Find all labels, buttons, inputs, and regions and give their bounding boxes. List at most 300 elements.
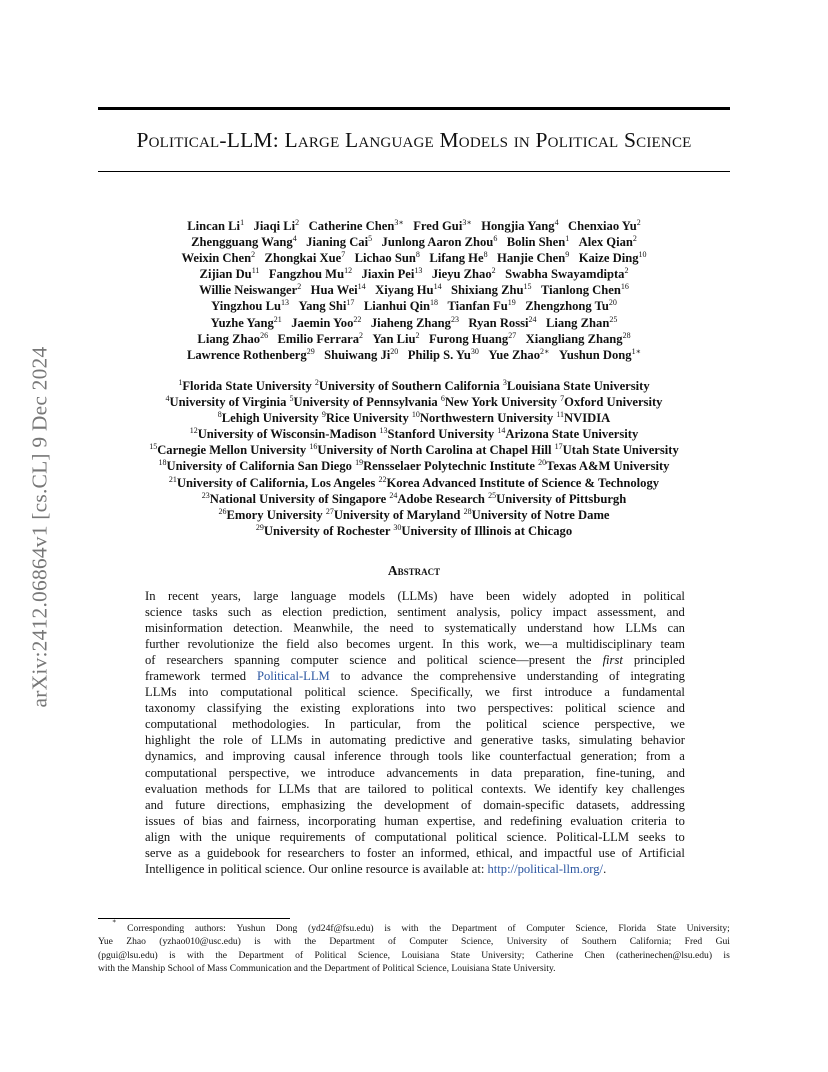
title-top-rule [98, 107, 730, 110]
abstract-word: adopted [569, 589, 609, 603]
abstract-word: into [425, 701, 446, 716]
affiliation [389, 492, 485, 506]
author-affiliation-mark: 2 [251, 250, 256, 259]
affiliation-name: University of Pennsylvania [293, 395, 438, 410]
affiliation [355, 459, 535, 473]
footnote-word: the [117, 962, 132, 974]
author-affiliation-mark: 4 [292, 233, 297, 243]
author-affiliation-mark: 2 [624, 266, 629, 276]
abstract-word: science [618, 701, 656, 716]
affiliation-name: NVIDIA [564, 411, 611, 426]
abstract-word: computational [220, 685, 293, 700]
abstract-word: resource [365, 861, 409, 876]
author-affiliation-mark: 2 [359, 330, 364, 340]
affiliation [488, 492, 626, 506]
author-name: Hanjie Chen [497, 251, 566, 266]
footnote-word: University; [481, 949, 525, 961]
affiliation [503, 379, 650, 393]
footnote-word: of [295, 949, 304, 961]
abstract-word: and [666, 701, 685, 716]
author [432, 267, 496, 281]
author-name: Ryan Rossi [468, 315, 529, 330]
abstract-word: Specifically, [410, 685, 473, 700]
abstract-word: criteria [631, 813, 667, 828]
abstract-word: predictive [394, 733, 446, 748]
affiliation-number: 17 [554, 442, 563, 452]
affiliation-name: Stanford University [387, 427, 495, 442]
author-name: Lincan Li [187, 219, 241, 233]
author [568, 219, 641, 233]
abstract-word: the [356, 797, 373, 812]
footnote-word: Science, [575, 923, 608, 934]
footnote-word: Louisiana [401, 949, 440, 961]
abstract-word: science—present [479, 653, 566, 668]
abstract-word: this [460, 637, 480, 652]
abstract-line [145, 732, 685, 748]
affiliation-name: University of Maryland [333, 507, 461, 522]
abstract-word: In [442, 637, 453, 652]
author-affiliation-mark: 20 [390, 346, 399, 356]
author-affiliation-mark: 2 [632, 233, 637, 243]
affiliation-number: 27 [325, 506, 334, 516]
abstract-word: and [483, 813, 502, 828]
author [451, 283, 531, 297]
author [306, 235, 372, 249]
abstract-word: election [282, 605, 323, 620]
affiliation-number: 28 [463, 506, 472, 516]
author-name: Zijian Du [199, 267, 252, 282]
abstract-word: counterfactual [499, 749, 572, 764]
affiliation-name: University of Pittsburgh [496, 491, 627, 506]
author-affiliation-mark: 11 [251, 266, 260, 276]
author-name: Tianfan Fu [447, 299, 508, 314]
author-name: Willie Neiswanger [199, 283, 298, 298]
author [298, 299, 354, 313]
abstract-word: such [228, 605, 252, 620]
affiliation-number: 1 [178, 377, 183, 387]
footnote-word: University; [686, 923, 730, 934]
abstract-line [145, 588, 685, 604]
abstract-word: issues [145, 813, 176, 828]
affiliation [393, 524, 572, 538]
author [187, 348, 315, 362]
abstract-word: evaluation [570, 813, 623, 828]
abstract-word: through [390, 749, 430, 764]
abstract-word: In [324, 717, 336, 732]
affiliation-number: 4 [165, 393, 170, 403]
abstract-word: understand [527, 621, 583, 636]
footnote-word: (yd24f@fsu.edu) [308, 923, 374, 934]
footnote-word: California; [629, 936, 672, 948]
author-line [98, 266, 730, 282]
author-affiliation-mark: 20 [608, 298, 617, 308]
author-name: Zhengguang Wang [191, 235, 293, 250]
author [375, 283, 441, 297]
affiliation-line [98, 507, 730, 523]
footnote-word: Corresponding [127, 923, 185, 934]
abstract-word: the [576, 653, 592, 668]
abstract-word: principled [633, 653, 685, 668]
abstract-word: the [455, 717, 472, 732]
abstract-word: for [255, 781, 271, 796]
footnote-word: Mass [207, 962, 230, 974]
abstract-word: also [317, 637, 338, 652]
affiliation-number: 15 [149, 442, 158, 452]
abstract-word: inference [334, 749, 382, 764]
abstract-word: development [384, 797, 450, 812]
abstract-word: political [643, 589, 685, 603]
abstract-word: incorporating [308, 813, 376, 828]
affiliation-name: New York University [444, 395, 557, 410]
affiliation-name: University of California San Diego [166, 459, 352, 474]
abstract-word: Meanwhile, [293, 621, 354, 636]
author-affiliation-mark: 15 [523, 282, 532, 292]
affiliation-number: 22 [378, 474, 387, 484]
abstract-word: role [223, 733, 243, 748]
abstract-word: generation; [580, 749, 637, 764]
abstract-word: science [349, 653, 387, 668]
abstract-word: informed, [420, 845, 470, 860]
affiliation-number: 5 [289, 393, 294, 403]
footnote-word: Political [382, 962, 417, 974]
author-list [98, 218, 730, 363]
author-affiliation-mark: 7 [341, 250, 346, 259]
author-affiliation-mark: 8 [415, 250, 420, 259]
author [408, 348, 479, 362]
author [371, 316, 459, 330]
author [199, 283, 301, 297]
affiliation [190, 427, 377, 441]
abstract-word: recent [167, 589, 199, 603]
abstract-word: political [426, 653, 468, 668]
affiliation-name: University of Virginia [169, 395, 287, 410]
affiliation-name: Utah State University [562, 443, 679, 458]
abstract-word: the [413, 669, 429, 684]
abstract-word: bias [202, 813, 223, 828]
abstract-word: and [453, 733, 473, 748]
abstract-word: Our [308, 861, 328, 876]
affiliation [256, 524, 390, 538]
author [497, 251, 569, 265]
affiliation [309, 443, 551, 457]
abstract-word: political [431, 781, 474, 796]
affiliation-name: University of Wisconsin-Madison [197, 427, 377, 442]
abstract-word: use [598, 845, 616, 860]
abstract-word: in [207, 861, 218, 876]
abstract-word: explorations [351, 701, 415, 716]
footnote-marker: ∗ [112, 918, 117, 925]
author-name: Xiangliang Zhang [525, 331, 623, 346]
affiliation-name: Korea Advanced Institute of Science & Technology [386, 475, 660, 490]
footnote-word: and [293, 962, 311, 974]
abstract-word: expertise, [426, 813, 476, 828]
author-name: Jaemin Yoo [291, 315, 354, 330]
abstract-word: impactful [543, 845, 593, 860]
abstract-word: seeks [638, 829, 666, 844]
abstract-word: at: [471, 861, 485, 876]
author-affiliation-mark: 16 [620, 282, 629, 292]
footnote-word: the [304, 936, 317, 948]
abstract-word: computer [290, 653, 339, 668]
abstract-word: need [389, 621, 414, 636]
affiliation-line [98, 426, 730, 442]
author [429, 251, 487, 265]
abstract-word: further [145, 637, 180, 652]
author [181, 251, 255, 265]
affiliation [555, 443, 679, 457]
abstract-heading: Abstract [387, 563, 441, 578]
footnote-word: School [167, 962, 197, 974]
abstract-word: prediction, [332, 605, 387, 620]
affiliation-line [98, 394, 730, 410]
footnote-word: Department [451, 923, 497, 934]
footnote-word: Louisiana [451, 962, 492, 974]
author [546, 316, 617, 330]
footnote-word: Computer [526, 923, 565, 934]
abstract-word: Political-LLM [556, 829, 630, 844]
abstract-word: widely [522, 589, 557, 603]
footnote-word: Zhao [126, 936, 146, 948]
affiliation-name: Adobe Research [397, 491, 485, 506]
author-affiliation-mark: 22 [353, 314, 362, 324]
abstract-word: and [519, 845, 538, 860]
author [324, 348, 398, 362]
footnote-word: Yushun [236, 923, 266, 934]
author-name: Jieyu Zhao [431, 267, 492, 282]
abstract-word: contexts. [481, 781, 527, 796]
affiliation-number: 9 [321, 410, 326, 419]
abstract-word: data [491, 765, 513, 780]
author [481, 219, 558, 233]
abstract-word: that [317, 781, 337, 796]
affiliation [218, 508, 322, 522]
abstract-word: are [344, 781, 361, 796]
affiliation-number: 19 [355, 458, 364, 468]
affiliation-name: Northwestern University [419, 411, 554, 426]
affiliation [169, 476, 375, 490]
abstract-word: fine-tuning, [595, 765, 656, 780]
author-name: Tianlong Chen [540, 283, 621, 298]
abstract-word: for [266, 845, 282, 860]
abstract-word: of [183, 813, 194, 828]
author [541, 283, 629, 297]
abstract-line [145, 636, 685, 652]
abstract-link[interactable]: Political-LLM [256, 669, 330, 684]
abstract-word: years, [211, 589, 241, 603]
footnote-line [98, 935, 730, 948]
abstract-word: guidebook [206, 845, 261, 860]
affiliation [159, 459, 352, 473]
abstract-word: first [512, 685, 533, 700]
footnote-word: of [388, 936, 396, 948]
abstract-word: like [471, 749, 491, 764]
abstract-word: a [194, 845, 201, 860]
author-name: Philip S. Yu [407, 347, 471, 362]
abstract-word: to [675, 829, 685, 844]
abstract-word: and [145, 797, 164, 812]
author [269, 267, 352, 281]
affiliation-name: Florida State University [182, 379, 312, 393]
affiliation-name: Oxford University [564, 395, 663, 410]
abstract-word: revolutionize [187, 637, 255, 652]
abstract-word: understanding [526, 669, 599, 684]
abstract-word: how [593, 621, 615, 636]
author-name: Alex Qian [578, 235, 633, 250]
abstract-word: integrating [630, 669, 685, 684]
emphasis: first [602, 653, 623, 668]
abstract-word: datasets, [576, 797, 620, 812]
footnote-word: Catherine [535, 949, 574, 961]
affiliation-name: University of Notre Dame [471, 507, 610, 522]
author-name: Catherine Chen [308, 219, 395, 233]
abstract-word: introduce [544, 685, 593, 700]
affiliation [326, 508, 461, 522]
affiliation-name: University of Southern California [318, 379, 500, 393]
author-name: Lichao Sun [354, 251, 416, 266]
author-affiliation-mark: 25 [609, 314, 618, 324]
author-affiliation-mark: 2 [491, 266, 496, 276]
author-name: Bolin Shen [506, 235, 566, 250]
author-affiliation-mark: 29 [306, 346, 315, 356]
footnote-word: of [196, 962, 208, 974]
abstract-word: science [542, 717, 580, 732]
affiliation-name: Rice University [325, 411, 409, 426]
author [579, 251, 647, 265]
footnote-word: the [215, 949, 228, 961]
abstract-line [145, 700, 685, 716]
abstract-word: termed [211, 669, 247, 684]
affiliation [412, 411, 553, 425]
author-affiliation-mark: 9 [565, 250, 570, 259]
footnote-word: University [506, 936, 548, 948]
author [447, 299, 515, 313]
abstract-word: and [666, 765, 685, 780]
abstract-word: of [251, 733, 263, 748]
abstract-word: align [145, 829, 171, 844]
abstract-word: sentiment [397, 605, 447, 620]
abstract-word: future [174, 797, 206, 812]
author [525, 299, 617, 313]
author-line [98, 234, 730, 250]
paper-title: Political-LLM: Large Language Models in Political Science [136, 128, 692, 152]
abstract-word: existing [300, 701, 341, 716]
author-affiliation-mark: 2 [415, 330, 420, 340]
affiliation-name: University of Illinois at Chicago [401, 523, 573, 538]
abstract-word: (LLMs) [397, 589, 438, 603]
abstract-word: we—a [524, 637, 558, 652]
author [197, 332, 268, 346]
affiliation [202, 492, 386, 506]
affiliation [378, 476, 659, 490]
abstract-line [145, 604, 685, 620]
author [311, 283, 366, 297]
abstract-word: perspectives: [487, 701, 554, 716]
affiliation [497, 427, 638, 441]
abstract-word: behavior [640, 733, 685, 748]
abstract-word: with [179, 829, 202, 844]
abstract-word: ethical, [476, 845, 513, 860]
author-affiliation-mark: 19 [507, 298, 516, 308]
author-line [98, 347, 730, 363]
author-name: Liang Zhan [545, 315, 610, 330]
abstract-word: computational [145, 765, 218, 780]
author [364, 299, 438, 313]
author-affiliation-mark: 27 [508, 330, 517, 340]
affiliation-number: 11 [556, 410, 565, 419]
affiliation [218, 411, 319, 425]
footnote-word: Gui [715, 936, 730, 948]
abstract-word: political [220, 861, 262, 876]
footnote-word: Science, [357, 949, 391, 961]
affiliation-name: University of California, Los Angeles [176, 475, 376, 490]
footnote-word: of [507, 923, 516, 934]
footnote-line [98, 918, 730, 935]
footnote-word: Department [238, 949, 284, 961]
abstract-word: generative [480, 733, 534, 748]
author-name: Furong Huang [428, 331, 509, 346]
abstract-line [145, 797, 685, 813]
author-name: Jiaxin Pei [361, 267, 415, 282]
abstract-link[interactable]: http://political-llm.org/ [487, 861, 604, 876]
affiliation-name: University of North Carolina at Chapel Hill [317, 443, 552, 458]
abstract-word: tailored [367, 781, 407, 796]
author-name: Lawrence Rothenberg [186, 347, 307, 362]
footnote-word: (yzhao010@usc.edu) [159, 936, 241, 948]
author-name: Fangzhou Mu [268, 267, 345, 282]
abstract-word: challenges [631, 781, 685, 796]
abstract-word: http://political-llm.org/. [487, 861, 607, 876]
author-name: Hua Wei [310, 283, 358, 298]
author-affiliation-mark: 12 [344, 266, 353, 276]
author-name: Emilio Ferrara [277, 331, 360, 346]
affiliation [322, 411, 409, 425]
abstract-word: policy [510, 605, 543, 620]
abstract-line [145, 861, 685, 877]
author-affiliation-mark: 4 [554, 217, 559, 227]
abstract-word: Artificial [638, 845, 685, 860]
abstract-word: as [178, 845, 189, 860]
author-line [98, 298, 730, 314]
abstract-word: political [456, 829, 498, 844]
affiliation-number: 16 [309, 442, 318, 452]
abstract-word: impact [552, 605, 587, 620]
abstract-word: assessment, [597, 605, 657, 620]
abstract-word: systematically [444, 621, 517, 636]
abstract-word: preparation, [523, 765, 585, 780]
affiliation-number: 3 [502, 377, 507, 387]
abstract-word: the [211, 829, 227, 844]
author [191, 235, 297, 249]
author-name: Jiaqi Li [253, 219, 296, 233]
abstract-word: in [310, 733, 321, 748]
author [372, 332, 419, 346]
footnote-word: Dong [275, 923, 298, 934]
footnote-word: Yue [98, 936, 113, 948]
affiliation [464, 508, 610, 522]
footnote-line [98, 949, 730, 962]
abstract-word: to [350, 845, 361, 860]
abstract-word: detection. [233, 621, 283, 636]
author-name: Shuiwang Ji [324, 347, 391, 362]
abstract-word: particular, [350, 717, 401, 732]
abstract-word: is [411, 861, 420, 876]
footnote [98, 918, 730, 975]
footnote-word: State [491, 962, 514, 974]
author-line [98, 218, 730, 234]
abstract-word: urgent. [398, 637, 434, 652]
abstract-word: been [486, 589, 510, 603]
author [309, 219, 404, 233]
